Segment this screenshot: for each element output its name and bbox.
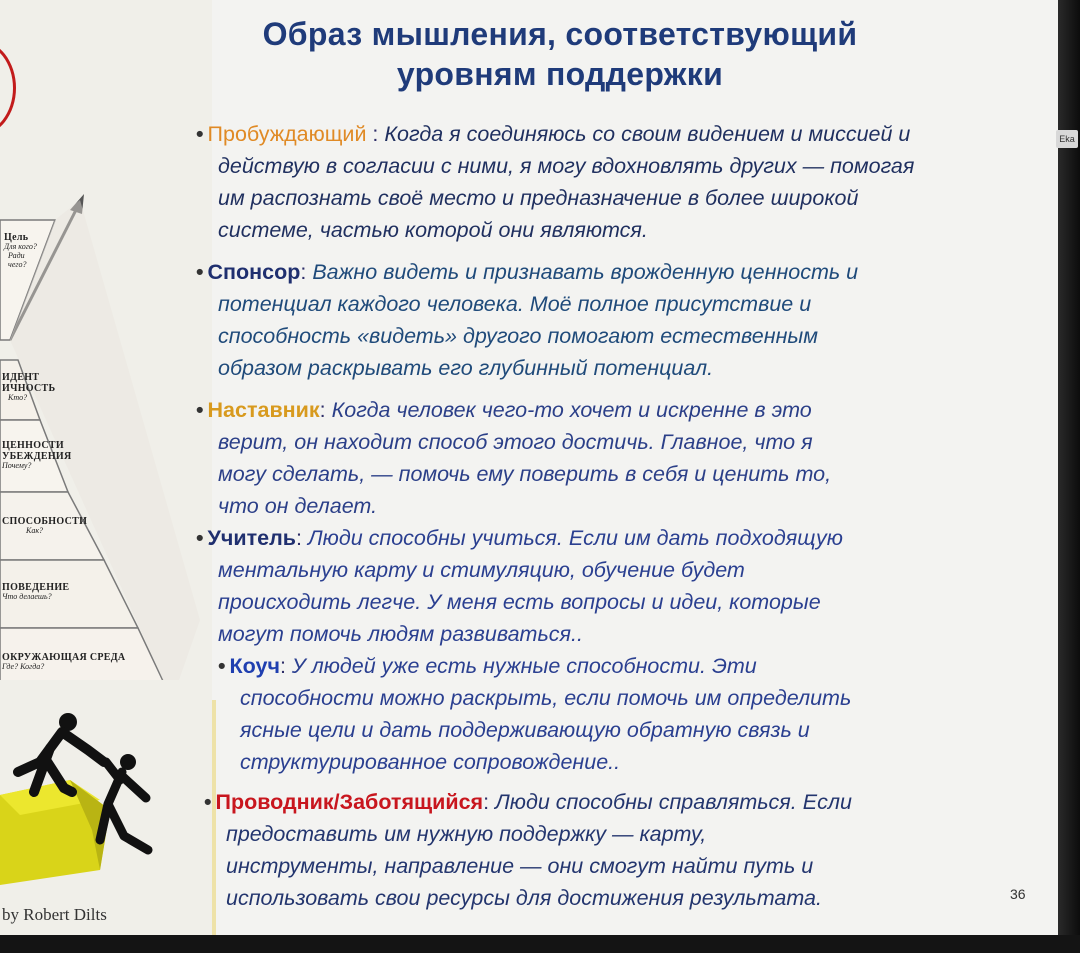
bullet-term: Коуч	[229, 654, 280, 678]
pyramid-level-title: ОКРУЖАЮЩАЯ СРЕДА	[2, 652, 126, 663]
bullet-description: способность «видеть» другого помогают естественным	[218, 324, 818, 348]
pyramid-level-title: ЦЕННОСТИ	[2, 440, 64, 451]
bullet-separator: :	[483, 790, 496, 814]
bullet-dot: •	[196, 398, 204, 422]
pyramid-level-title: ПОВЕДЕНИЕ	[2, 582, 70, 593]
pyramid-level-sub: Для кого?	[4, 242, 37, 251]
slide-title-line: Образ мышления, соответствующий	[262, 16, 858, 52]
monitor-bezel-bottom	[0, 935, 1080, 953]
pyramid-level-sub: Почему?	[2, 461, 32, 470]
bullet-description: Важно видеть и признавать врожденную ценность и	[312, 260, 859, 284]
pyramid-level-sub: Кто?	[8, 393, 28, 402]
bullet-description: способности можно раскрыть, если помочь им определить	[240, 686, 852, 710]
pyramid-level-sub: Что делаешь?	[2, 592, 52, 601]
bullet-description: предоставить им нужную поддержку — карту,	[226, 822, 707, 846]
bullet-dot: •	[196, 260, 204, 284]
bullet-dot: •	[196, 122, 204, 146]
slide-title-line: уровням поддержки	[396, 56, 724, 92]
pyramid-level-capabilities	[2, 516, 87, 536]
bullet-description: Когда я соединяюсь со своим видением и миссией и	[384, 122, 911, 146]
slide-title	[190, 14, 930, 94]
bullet-description: структурированное сопровождение..	[240, 750, 621, 774]
bullet-separator: :	[366, 122, 385, 146]
bullet-description: образом раскрывать его глубинный потенциал.	[218, 356, 714, 380]
bullet-description: ментальную карту и стимуляцию, обучение будет	[218, 558, 745, 582]
bullet-description: им распознать своё место и предназначение в более широкой	[218, 186, 859, 210]
bullet-separator: :	[279, 654, 292, 678]
pyramid-level-sub: Как?	[26, 526, 44, 535]
pyramid-level-environment	[2, 652, 125, 672]
bullet-description: инструменты, направление — они смогут найти путь и	[226, 854, 814, 878]
bullet-term: Проводник/Заботящийся	[215, 790, 484, 814]
helping-hand-figures-image	[0, 700, 212, 900]
bullet-sponsor	[196, 256, 1046, 384]
author-credit: by Robert Dilts	[2, 905, 107, 924]
bullet-description: У людей уже есть нужные способности. Эти	[291, 654, 757, 678]
pyramid-level-title: УБЕЖДЕНИЯ	[2, 451, 72, 462]
bullet-separator: :	[295, 526, 308, 550]
page-number: 36	[1010, 886, 1026, 902]
bullet-description: что он делает.	[218, 494, 378, 518]
bullet-description: использовать свои ресурсы для достижения результата.	[226, 886, 822, 910]
bullet-term: Учитель	[207, 526, 296, 550]
bullet-description: могут помочь людям развиваться..	[218, 622, 583, 646]
pyramid-level-sub: чего?	[8, 259, 27, 269]
red-circle-arc	[0, 40, 16, 136]
edge-badge: Eka	[1056, 130, 1078, 148]
bullet-term: Наставник	[207, 398, 320, 422]
pyramid-level-sub: Где? Когда?	[2, 662, 45, 671]
left-illustration-panel	[0, 0, 212, 935]
bullet-term: Спонсор	[207, 260, 301, 284]
bullet-dot: •	[218, 654, 226, 678]
bullet-description: действую в согласии с ними, я могу вдохновлять других — помогая	[218, 154, 915, 178]
pyramid-level-sub: Ради	[8, 250, 25, 260]
bullet-teacher	[196, 522, 1031, 650]
bullet-separator: :	[319, 398, 332, 422]
bullet-description: потенциал каждого человека. Моё полное присутствие и	[218, 292, 812, 316]
bullet-dot: •	[196, 526, 204, 550]
pyramid-level-title: ИЧНОСТЬ	[2, 383, 56, 394]
bullet-coach	[218, 650, 1018, 778]
pyramid-level-values	[2, 440, 72, 471]
bullet-description: ясные цели и дать поддерживающую обратную связь и	[240, 718, 810, 742]
bullet-mentor	[196, 394, 1016, 522]
pyramid-level-title: Цель	[4, 232, 29, 243]
bullet-description: происходить легче. У меня есть вопросы и идеи, которые	[218, 590, 821, 614]
bullet-guide-caretaker	[204, 786, 1024, 914]
bullet-term: Пробуждающий	[207, 122, 367, 146]
bullet-description: Когда человек чего-то хочет и искренне в это	[331, 398, 812, 422]
pyramid-level-behavior	[2, 582, 69, 602]
pyramid-level-title: СПОСОБНОСТИ	[2, 516, 88, 527]
pyramid-level-title: ИДЕНТ	[2, 372, 40, 383]
bullet-separator: :	[300, 260, 313, 284]
bullet-description: Люди способны учиться. Если им дать подходящую	[307, 526, 843, 550]
bullet-description: верит, он находит способ этого достичь. Главное, что я	[218, 430, 813, 454]
bullet-description: Люди способны справляться. Если	[495, 790, 852, 814]
pyramid-level-purpose	[4, 232, 37, 269]
bullet-description: могу сделать, — помочь ему поверить в себя и ценить то,	[218, 462, 832, 486]
bullet-dot: •	[204, 790, 212, 814]
bullet-awakener	[196, 118, 1041, 246]
pyramid-level-identity	[2, 372, 55, 403]
bullet-description: системе, частью которой они являются.	[218, 218, 648, 242]
